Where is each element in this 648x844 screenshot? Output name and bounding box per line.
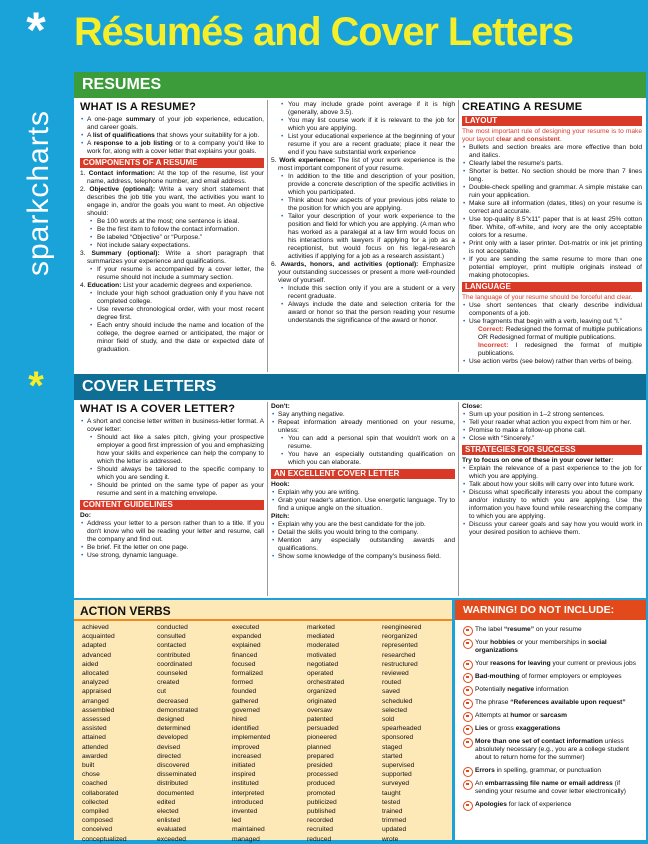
action-verb: adapted xyxy=(82,642,107,650)
action-verb: trained xyxy=(382,808,403,816)
list-item: • Tell your reader what action you expect from him or her. xyxy=(462,419,642,427)
action-verb: composed xyxy=(82,817,113,825)
column-divider xyxy=(267,100,268,372)
action-verb: prepared xyxy=(307,752,334,760)
component-awards: 6. Awards, honors, and activities (optional): Emphasize your outstanding successes or present a more well-rounded view of yourself. xyxy=(271,261,455,284)
list-item: • Explain why you are writing. xyxy=(271,489,455,497)
list-item: • Explain why you are the best candidate for the job. xyxy=(271,521,455,529)
action-verb: acquainted xyxy=(82,633,115,641)
warning-item: More than one set of contact information unless absolutely necessary (e.g., you are a college student about to return home for the summer) xyxy=(463,738,643,762)
resume-col-1 xyxy=(80,101,264,354)
list-item: • A response to a job listing or to a company you'd like to work for, along with a cover letter that explains your goals. xyxy=(80,140,264,156)
warning-item: Your reasons for leaving your current or previous jobs xyxy=(463,660,643,668)
list-item: • Discuss what specifically interests you about the company and/or industry to which you are applying. Use the information you have found while researching the company to which you are applying. xyxy=(462,489,642,521)
action-verb: patented xyxy=(307,716,334,724)
list-item: • Always include the date and selection criteria for the award or honor so that the person reading your resume understands the significance of the award or honor. xyxy=(271,301,455,325)
column-divider xyxy=(458,402,459,596)
action-verb: marketed xyxy=(307,624,335,631)
action-verb: moderated xyxy=(307,642,339,650)
warning-item: Lies or gross exaggerations xyxy=(463,725,643,733)
list-item: • Not include salary expectations. xyxy=(80,242,264,250)
list-item: • Include your high school graduation only if you have not completed college. xyxy=(80,290,264,306)
list-item: • Mention any especially outstanding awards and qualifications. xyxy=(271,537,455,553)
action-verb: gathered xyxy=(232,697,259,705)
action-verb: directed xyxy=(157,752,181,760)
page-title: Résumés and Cover Letters xyxy=(74,10,574,54)
action-verb: promoted xyxy=(307,789,336,797)
action-verb: reviewed xyxy=(382,670,409,678)
action-verb: collected xyxy=(82,798,109,806)
action-verb: contacted xyxy=(157,642,186,650)
do-label: Do: xyxy=(80,512,91,519)
list-item: • If your resume is accompanied by a cover letter, the resume should not include a summary section. xyxy=(80,266,264,282)
action-verb: spearheaded xyxy=(382,725,422,733)
action-verb: counseled xyxy=(157,670,188,678)
component-work: 5. Work experience: The list of your work experience is the most important component of your resume. xyxy=(271,157,455,172)
creating-resume-heading: CREATING A RESUME xyxy=(462,101,583,113)
action-verb: reengineered xyxy=(382,624,422,631)
column-divider xyxy=(458,100,459,372)
asterisk-logo-icon: * xyxy=(26,2,46,58)
action-verb: disseminated xyxy=(157,771,197,779)
action-verb: aided xyxy=(82,660,99,668)
action-verb: persuaded xyxy=(307,725,339,733)
layout-heading: LAYOUT xyxy=(462,116,642,126)
strategies-intro: Try to focus on one of these in your cover letter: xyxy=(462,457,614,464)
action-verb: led xyxy=(232,817,241,825)
action-verb: publicized xyxy=(307,798,337,806)
action-verb: recruited xyxy=(307,826,334,834)
list-item: • Repeat information already mentioned on your resume, unless: xyxy=(271,419,455,435)
action-verb: evaluated xyxy=(157,826,187,834)
action-verb: restructured xyxy=(382,660,418,668)
warning-list xyxy=(463,626,643,814)
component-contact: 1. Contact information: At the top of the resume, list your name, address, telephone number, and email address. xyxy=(80,170,264,185)
action-verb: hired xyxy=(232,716,247,724)
verbs-column-4 xyxy=(307,623,377,844)
list-item: • Clearly label the resume's parts. xyxy=(462,160,642,168)
verbs-column-3 xyxy=(232,623,302,844)
action-verb: achieved xyxy=(82,624,109,631)
list-item: • Address your letter to a person rather than to a title. If you don't know who will be reading your letter and resume, call the company and find out. xyxy=(80,520,264,544)
action-verb: introduced xyxy=(232,798,264,806)
list-item: • You may list course work if it is relevant to the job for which you are applying. xyxy=(271,117,455,133)
list-item: • Be brief. Fit the letter on one page. xyxy=(80,544,264,552)
action-verb: supported xyxy=(382,771,412,779)
list-item: • Use action verbs (see below) rather than verbs of being. xyxy=(462,358,642,366)
list-item: • Print only with a laser printer. Dot-matrix or ink jet printing is not acceptable. xyxy=(462,240,642,256)
list-item: • Show some knowledge of the company's business field. xyxy=(271,553,455,561)
list-item: • A one-page summary of your job experience, education, and career goals. xyxy=(80,116,264,132)
action-verb: executed xyxy=(232,624,260,631)
action-verb: trimmed xyxy=(382,817,407,825)
action-verb: oversaw xyxy=(307,706,332,714)
list-item: • Bullets and section breaks are more effective than bold and italics. xyxy=(462,144,642,160)
action-verb: reorganized xyxy=(382,633,418,641)
action-verb: surveyed xyxy=(382,780,410,788)
action-verb: devised xyxy=(157,743,181,751)
close-label: Close: xyxy=(462,403,483,410)
action-verb: designed xyxy=(157,716,185,724)
action-verb: discovered xyxy=(157,762,190,770)
action-verb: produced xyxy=(307,780,335,788)
action-verb: formalized xyxy=(232,670,263,678)
action-verb: organized xyxy=(307,688,337,696)
warning-item: An embarrassing file name or email address (if sending your resume and cover letter electronically) xyxy=(463,780,643,796)
action-verb: assisted xyxy=(82,725,107,733)
action-verb: cut xyxy=(157,688,166,696)
action-verb: increased xyxy=(232,752,261,760)
action-verb: coordinated xyxy=(157,660,192,668)
warning-item: Apologies for lack of experience xyxy=(463,801,643,809)
list-item: • Make sure all information (dates, titles) on your resume is correct and accurate. xyxy=(462,200,642,216)
action-verb: planned xyxy=(307,743,331,751)
verbs-column-5 xyxy=(382,623,452,844)
action-verb: explained xyxy=(232,642,261,650)
action-verb: maintained xyxy=(232,826,265,834)
list-item: • Think about how aspects of your previous jobs relate to the position for which you are applying. xyxy=(271,197,455,213)
action-verb: sponsored xyxy=(382,734,414,742)
action-verb: attended xyxy=(82,743,109,751)
list-item: • Each entry should include the name and location of the college, the degree earned or anticipated, the major or minor field of study, and the date or expected date of graduation. xyxy=(80,322,264,354)
list-item: • Should always be tailored to the specific company to which you are sending it. xyxy=(80,466,264,482)
list-item: • A list of qualifications that shows your suitability for a job. xyxy=(80,132,264,140)
action-verb: researched xyxy=(382,651,416,659)
action-verb: appraised xyxy=(82,688,112,696)
action-verb: built xyxy=(82,762,95,770)
what-is-cover-heading: WHAT IS A COVER LETTER? xyxy=(80,403,236,415)
cover-col-3 xyxy=(462,403,642,537)
action-verb: improved xyxy=(232,743,260,751)
action-verb: decreased xyxy=(157,697,189,705)
action-verb: saved xyxy=(382,688,400,696)
list-item: • Tailor your description of your work experience to the position and field for which you are applying. (A man who has worked as a paralegal at a law firm would focus on his interactions with lawyers if applying for a job as a receptionist, but would focus on his legal-research activities if applying for a job as a research assistant.) xyxy=(271,213,455,261)
cover-col-2 xyxy=(271,403,455,561)
list-item: • Use reverse chronological order, with your most recent degree first. xyxy=(80,306,264,322)
list-item: • Grab your reader's attention. Use energetic language. Try to find a unique angle on the situation. xyxy=(271,497,455,513)
action-verb: initiated xyxy=(232,762,256,770)
list-item: • List your educational experience at the beginning of your resume if you are a recent graduate; place it near the end if you have substantial work experience xyxy=(271,133,455,157)
action-verb: conceptualized xyxy=(82,835,127,843)
action-verb: conducted xyxy=(157,624,188,631)
action-verb: operated xyxy=(307,670,334,678)
section-header-cover-letters: COVER LETTERS xyxy=(74,374,646,400)
list-item: • Shorter is better. No section should be more than 7 lines long. xyxy=(462,168,642,184)
action-verb: implemented xyxy=(232,734,271,742)
action-verb: allocated xyxy=(82,670,109,678)
hook-label: Hook: xyxy=(271,481,290,488)
component-education: 4. Education: List your academic degrees and experience. xyxy=(80,282,253,289)
list-item: • Close with “Sincerely.” xyxy=(462,435,642,443)
component-summary: 3. Summary (optional): Write a short paragraph that summarizes your experience and qualifications. xyxy=(80,250,264,265)
action-verb: exceeded xyxy=(157,835,187,843)
section-header-resumes: RESUMES xyxy=(74,72,646,98)
action-verb: negotiated xyxy=(307,660,339,668)
action-verb: determined xyxy=(157,725,191,733)
incorrect-example: Incorrect: I redesigned the format of multiple publications. xyxy=(478,342,642,357)
list-item: • Use top-quality 8.5"x11" paper that is at least 25% cotton fiber. White, off-white, and ivory are the only acceptable colors for a resume. xyxy=(462,216,642,240)
action-verb: tested xyxy=(382,798,401,806)
action-verb: arranged xyxy=(82,697,109,705)
warning-item: Potentially negative information xyxy=(463,686,643,694)
list-item: • You may include grade point average if it is high (generally, above 3.5). xyxy=(271,101,455,117)
cover-col-1 xyxy=(80,403,264,560)
action-verb: orchestrated xyxy=(307,679,345,687)
list-item: • Should act like a sales pitch, giving your prospective employer a good first impression of you and emphasizing how your skills and experience can help the company to which the letter is addressed. xyxy=(80,434,264,466)
action-verb: formed xyxy=(232,679,253,687)
list-item: • Be 100 words at the most; one sentence is ideal. xyxy=(80,218,264,226)
action-verb: published xyxy=(307,808,336,816)
list-item: • Use strong, dynamic language. xyxy=(80,552,264,560)
action-verb: wrote xyxy=(382,835,399,843)
asterisk-icon: * xyxy=(28,364,44,408)
action-verb: started xyxy=(382,752,403,760)
action-verb: expanded xyxy=(232,633,262,641)
warning-item: Attempts at humor or sarcasm xyxy=(463,712,643,720)
pitch-label: Pitch: xyxy=(271,513,290,520)
action-verb: documented xyxy=(157,789,194,797)
action-verb: motivated xyxy=(307,651,336,659)
action-verb: scheduled xyxy=(382,697,413,705)
action-verb: analyzed xyxy=(82,679,109,687)
action-verbs-heading: ACTION VERBS xyxy=(80,604,171,618)
action-verb: assessed xyxy=(82,716,111,724)
excellent-cover-heading: AN EXCELLENT COVER LETTER xyxy=(271,469,455,479)
action-verb: invented xyxy=(232,808,258,816)
action-verb: originated xyxy=(307,697,337,705)
brand-name: sparkcharts xyxy=(22,110,55,277)
action-verb: conceived xyxy=(82,826,113,834)
action-verb: created xyxy=(157,679,180,687)
action-verb: sold xyxy=(382,716,395,724)
action-verb: updated xyxy=(382,826,407,834)
action-verb: edited xyxy=(157,798,176,806)
warning-heading: WARNING! DO NOT INCLUDE: xyxy=(455,600,646,620)
list-item: • You can add a personal spin that wouldn't work on a resume. xyxy=(271,435,455,451)
action-verb: attained xyxy=(82,734,106,742)
list-item: • You have an especially outstanding qualification on which you can elaborate. xyxy=(271,451,455,467)
action-verb: interpreted xyxy=(232,789,264,797)
action-verb: contributed xyxy=(157,651,191,659)
content-guidelines-heading: CONTENT GUIDELINES xyxy=(80,500,264,510)
action-verb: founded xyxy=(232,688,257,696)
resume-col-2 xyxy=(271,101,455,325)
action-verb: recorded xyxy=(307,817,334,825)
action-verb: selected xyxy=(382,706,407,714)
list-item: • Include this section only if you are a student or a very recent graduate. xyxy=(271,285,455,301)
action-verb: identified xyxy=(232,725,259,733)
action-verb: distributed xyxy=(157,780,188,788)
action-verb: consulted xyxy=(157,633,186,641)
warning-item: Your hobbies or your memberships in social organizations xyxy=(463,639,643,655)
verbs-column-1 xyxy=(82,623,152,844)
verbs-column-2 xyxy=(157,623,227,844)
action-verb: processed xyxy=(307,771,338,779)
action-verb: mediated xyxy=(307,633,335,641)
column-divider xyxy=(267,402,268,596)
action-verb: instituted xyxy=(232,780,259,788)
warning-item: Errors in spelling, grammar, or punctuation xyxy=(463,767,643,775)
list-item: • If you are sending the same resume to more than one potential employer, print multiple originals instead of making photocopies. xyxy=(462,256,642,280)
action-verb: reduced xyxy=(307,835,332,843)
action-verb: awarded xyxy=(82,752,108,760)
action-verb: represented xyxy=(382,642,418,650)
language-intro: The language of your resume should be forceful and clear. xyxy=(462,294,633,301)
action-verb: routed xyxy=(382,679,401,687)
list-item: • Explain the relevance of a past experience to the job for which you are applying. xyxy=(462,465,642,481)
list-item: • Discuss your career goals and say how you would work in your desired position to achieve them. xyxy=(462,521,642,537)
list-item: • Use short sentences that clearly describe individual components of a job. xyxy=(462,302,642,318)
action-verb: focused xyxy=(232,660,256,668)
action-verb: elected xyxy=(157,808,179,816)
language-heading: LANGUAGE xyxy=(462,282,642,292)
action-verb: compiled xyxy=(82,808,109,816)
component-objective: 2. Objective (optional): Write a very short statement that describes the job title you want, the activities you want to engage in, and/or the goals you want to meet. An objective should: xyxy=(80,186,264,217)
action-verb: managed xyxy=(232,835,260,843)
action-verb: pioneered xyxy=(307,734,337,742)
action-verb: assembled xyxy=(82,706,115,714)
action-verbs-rule xyxy=(74,619,452,621)
action-verb: presided xyxy=(307,762,333,770)
list-item: • Be the first item to follow the contact information. xyxy=(80,226,264,234)
resume-col-3 xyxy=(462,101,642,366)
warning-item: The phrase “References available upon request” xyxy=(463,699,643,707)
action-verb: advanced xyxy=(82,651,112,659)
action-verb: supervised xyxy=(382,762,415,770)
list-item: • Double-check spelling and grammar. A simple mistake can ruin your application. xyxy=(462,184,642,200)
action-verb: coached xyxy=(82,780,108,788)
action-verb: taught xyxy=(382,789,401,797)
list-item: • Talk about how your skills will carry over into future work. xyxy=(462,481,642,489)
action-verb: chose xyxy=(82,771,100,779)
action-verb: collaborated xyxy=(82,789,119,797)
components-heading: COMPONENTS OF A RESUME xyxy=(80,158,264,168)
what-is-resume-heading: WHAT IS A RESUME? xyxy=(80,101,197,113)
list-item: • A short and concise letter written in business-letter format. A cover letter: xyxy=(80,418,264,434)
action-verb: enlisted xyxy=(157,817,181,825)
list-item: • Sum up your position in 1–2 strong sentences. xyxy=(462,411,642,419)
warning-item: Bad-mouthing of former employers or employees xyxy=(463,673,643,681)
list-item: • Use fragments that begin with a verb, leaving out “I.” xyxy=(462,318,642,326)
strategies-heading: STRATEGIES FOR SUCCESS xyxy=(462,445,642,455)
action-verb: developed xyxy=(157,734,188,742)
action-verb: staged xyxy=(382,743,403,751)
correct-example: Correct: Redesigned the format of multiple publications OR Redesigned format of multiple publications. xyxy=(478,326,642,341)
warning-item: The label “resume” on your resume xyxy=(463,626,643,634)
action-verb: inspired xyxy=(232,771,256,779)
action-verb: demonstrated xyxy=(157,706,198,714)
action-verb: financed xyxy=(232,651,258,659)
list-item: • Should be printed on the same type of paper as your resume and sent in a matching envelope. xyxy=(80,482,264,498)
list-item: • Say anything negative. xyxy=(271,411,455,419)
list-item: • Be labeled “Objective” or “Purpose.” xyxy=(80,234,264,242)
list-item: • In addition to the title and description of your position, provide a concrete description of the specific activities in which you participated. xyxy=(271,173,455,197)
layout-intro: The most important rule of designing your resume is to make your layout clear and consistent. xyxy=(462,128,642,143)
list-item: • Promise to make a follow-up phone call. xyxy=(462,427,642,435)
list-item: • Detail the skills you would bring to the company. xyxy=(271,529,455,537)
action-verb: governed xyxy=(232,706,260,714)
dont-label: Don't: xyxy=(271,403,290,410)
